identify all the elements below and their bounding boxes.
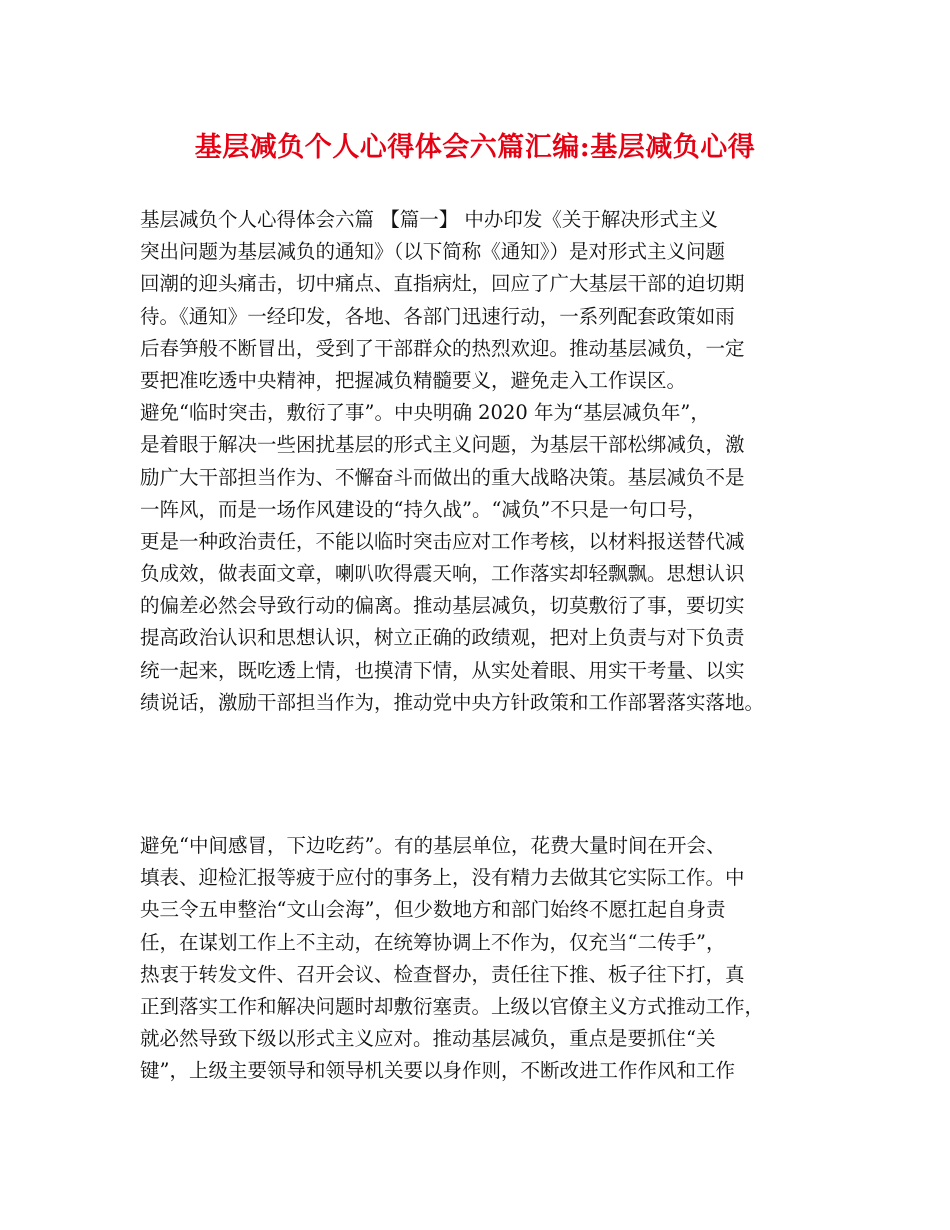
text-line: 填表、迎检汇报等疲于应付的事务上，没有精力去做其它实际工作。中	[140, 866, 745, 890]
text-line: 是着眼于解决一些困扰基层的形式主义问题，为基层干部松绑减负，激	[140, 433, 745, 457]
text-line: 央三令五申整治“文山会海”，但少数地方和部门始终不愿扛起自身责	[140, 898, 726, 922]
text-line: 绩说话，激励干部担当作为，推动党中央方针政策和工作部署落实落地。	[140, 690, 765, 714]
text-line: 后春笋般不断冒出，受到了干部群众的热烈欢迎。推动基层减负，一定	[140, 336, 745, 360]
text-line: 避免“临时突击，敷衍了事”。中央明确 2020 年为“基层减负年”，	[140, 401, 710, 425]
paragraph-1	[140, 204, 820, 719]
text-line: 正到落实工作和解决问题时却敷衍塞责。上级以官僚主义方式推动工作，	[140, 994, 765, 1018]
text-line: 励广大干部担当作为、不懈奋斗而做出的重大战略决策。基层减负不是	[140, 465, 745, 489]
text-line: 待。《通知》一经印发，各地、各部门迅速行动，一系列配套政策如雨	[140, 304, 735, 328]
paragraph-2	[140, 830, 820, 1088]
text-line: 基层减负个人心得体会六篇 【篇一】 中办印发《关于解决形式主义	[140, 208, 718, 231]
text-line: 的偏差必然会导致行动的偏离。推动基层减负，切莫敷衍了事，要切实	[140, 594, 745, 618]
text-line: 键”，上级主要领导和领导机关要以身作则，不断改进工作作风和工作	[140, 1059, 735, 1083]
document-title: 基层减负个人心得体会六篇汇编:基层减负心得	[194, 132, 756, 163]
text-line: 更是一种政治责任，不能以临时突击应对工作考核，以材料报送替代减	[140, 529, 745, 553]
text-line: 要把准吃透中央精神，把握减负精髓要义，避免走入工作误区。	[140, 368, 687, 392]
text-line: 热衷于转发文件、召开会议、检查督办，责任往下推、板子往下打，真	[140, 962, 745, 986]
text-line: 统一起来，既吃透上情，也摸清下情，从实处着眼、用实干考量、以实	[140, 658, 745, 682]
text-line: 就必然导致下级以形式主义应对。推动基层减负，重点是要抓住“关	[140, 1027, 716, 1051]
text-line: 避免“中间感冒，下边吃药”。有的基层单位，花费大量时间在开会、	[140, 834, 726, 857]
text-line: 一阵风，而是一场作风建设的“持久战”。“减负”不只是一句口号，	[140, 497, 707, 521]
text-line: 负成效，做表面文章，喇叭吹得震天响，工作落实却轻飘飘。思想认识	[140, 562, 745, 586]
text-line: 回潮的迎头痛击，切中痛点、直指病灶，回应了广大基层干部的迫切期	[140, 272, 745, 296]
text-line: 提高政治认识和思想认识，树立正确的政绩观，把对上负责与对下负责	[140, 626, 745, 650]
text-line: 任，在谋划工作上不主动，在统筹协调上不作为，仅充当“二传手”，	[140, 930, 726, 954]
text-line: 突出问题为基层减负的通知》（以下简称《通知》）是对形式主义问题	[140, 240, 726, 264]
